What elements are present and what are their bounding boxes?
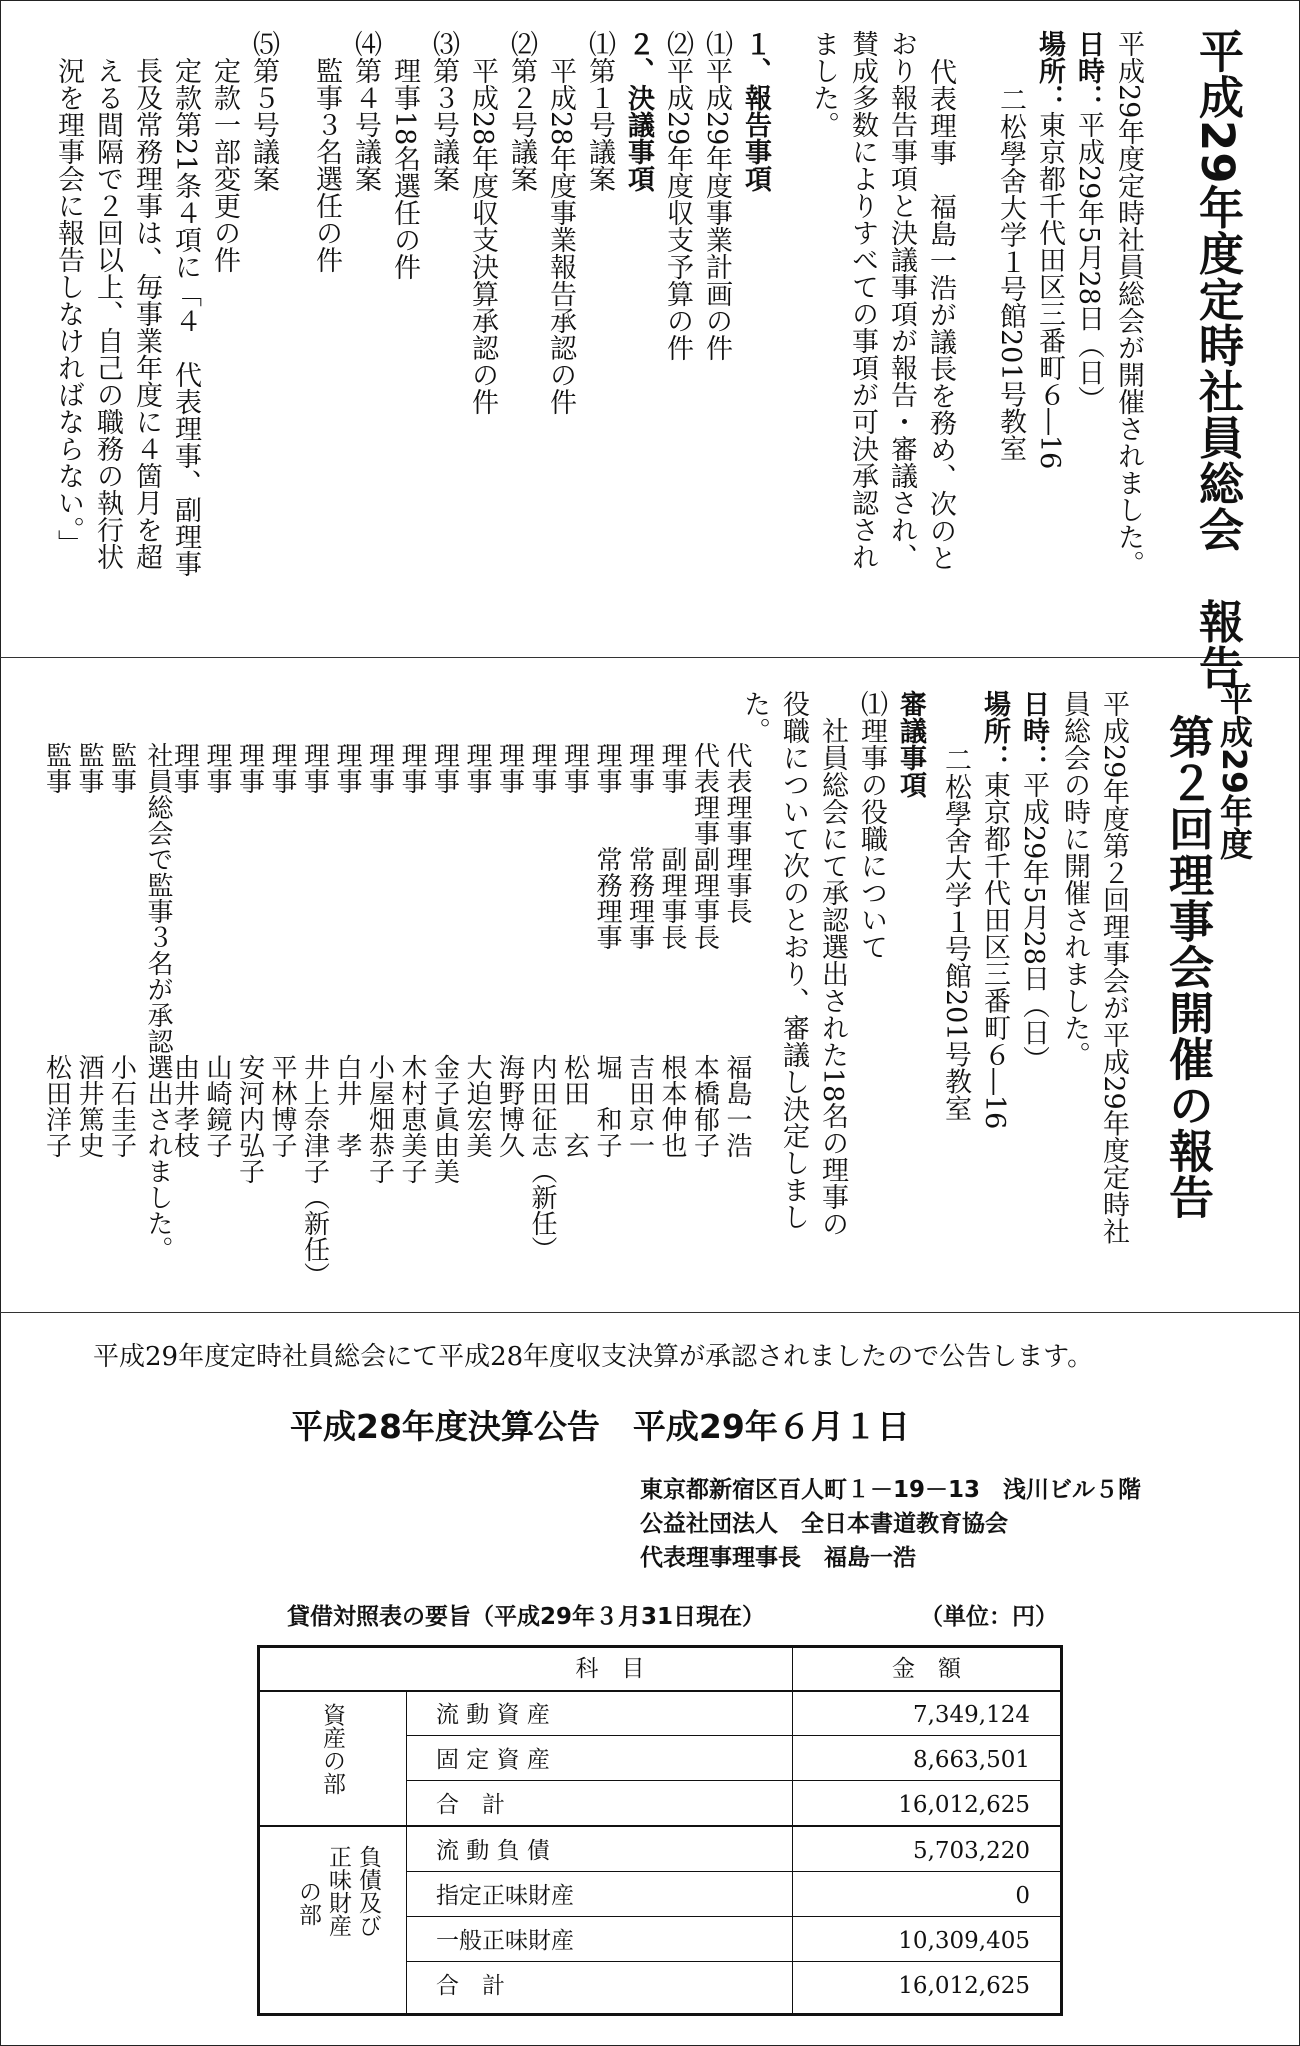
officer-name: 内田征志 [527, 1054, 557, 1158]
bs-item-amount: 10,309,405 [898, 1928, 1030, 1954]
officer-entry [429, 742, 460, 1184]
report1-item: ⑵平成29年度収支予算の件 [662, 30, 693, 362]
officer-note: （新任） [299, 1184, 330, 1288]
table-rule [406, 1735, 1060, 1736]
officer-role: 理事 [429, 742, 460, 794]
balance-sheet-title: 貸借対照表の要旨（平成29年３月31日現在） [287, 1604, 766, 1630]
liabilities-label-3: の部 [295, 1880, 321, 1926]
officer-entry [624, 742, 655, 1158]
officer-entry [529, 742, 555, 1262]
report1-item: １、報告事項 [740, 30, 771, 192]
report1-item: ⑷第４号議案 [350, 30, 381, 192]
report2-place2: 二松學舍大学１号館201号教室 [940, 746, 971, 1122]
officer-role: 理事 [169, 742, 200, 794]
auditor-note: 社員総会で監事３名が承認選出されました。 [143, 742, 173, 1262]
officer-role: 理事 [299, 742, 330, 794]
officer-role: 理事 [397, 742, 427, 794]
table-rule [406, 1690, 407, 2013]
bs-item-amount: 5,703,220 [912, 1838, 1030, 1864]
officer-name: 松田 玄 [559, 1054, 590, 1158]
officer-name: 山崎鏡子 [202, 1054, 232, 1158]
auditor-entry [41, 742, 72, 1158]
report1-place-label: 場所： [1034, 30, 1065, 111]
report1-item: 定款第21条４項に「４ 代表理事、副理事 [170, 30, 201, 578]
officer-entry [594, 742, 620, 1158]
report1-item: ⑵第２号議案 [506, 30, 537, 192]
officer-role: 理事 [657, 742, 687, 794]
officer-role: 代表理事 [689, 742, 720, 846]
officer-name: 白井 孝 [332, 1054, 362, 1158]
table-rule [792, 1648, 793, 2013]
report1-item: ⑴第１号議案 [584, 30, 615, 192]
officer-entry [299, 742, 330, 1288]
org-representative: 代表理事理事長 福島一浩 [640, 1545, 916, 1571]
officer-name: 福島一浩 [722, 1054, 752, 1158]
auditor-role: 監事 [41, 742, 72, 794]
officer-name: 井上奈津子 [299, 1054, 330, 1184]
officer-entry [464, 742, 490, 1158]
officer-title: 理事長 [722, 846, 752, 924]
report2-date-line [1020, 690, 1047, 1073]
officer-title: 常務理事 [592, 846, 622, 950]
officer-note: （新任） [527, 1158, 557, 1262]
bs-item-name: 指定正味財産 [436, 1883, 574, 1909]
officer-title: 常務理事 [624, 846, 655, 950]
report2-agenda-item: ⑴理事の役職について [856, 690, 887, 960]
assets-section-label: 資産の部 [319, 1703, 345, 1795]
report1-item: 平成28年度事業報告承認の件 [545, 30, 576, 416]
report1-place2: 二松學舍大学１号館201号教室 [995, 86, 1026, 462]
report1-item: 定款一部変更の件 [209, 30, 240, 273]
report2-date-label: 日時： [1018, 690, 1049, 771]
officer-title: 副理事長 [657, 846, 687, 950]
table-rule [260, 1690, 1060, 1692]
bs-item-name: 流 動 資 産 [436, 1702, 550, 1728]
report1-item: える間隔で２回以上、自己の職務の執行状 [92, 30, 123, 570]
bs-item-name: 流 動 負 債 [436, 1838, 550, 1864]
officer-role: 理事 [592, 742, 622, 794]
report2-intro-2: 員総会の時に開催されました。 [1059, 690, 1090, 1068]
report2-agenda-body-1: 社員総会にて承認選出された18名の理事の [817, 690, 848, 1238]
officer-role: 理事 [332, 742, 362, 794]
report2-place-label: 場所： [979, 690, 1010, 771]
auditor-name: 酒井篤史 [74, 1054, 104, 1158]
officer-entry [659, 742, 685, 1158]
report2-title-year: 平成29年度 [1215, 682, 1254, 860]
officer-entry [204, 742, 230, 1158]
report1-item: ２、決議事項 [623, 30, 654, 192]
bs-item-name: 合 計 [436, 1973, 505, 1999]
bs-item-name: 固 定 資 産 [436, 1747, 550, 1773]
officer-role: 理事 [202, 742, 232, 794]
report2-place1: 東京都千代田区三番町６―16 [979, 771, 1010, 1130]
section-divider [0, 1312, 1300, 1313]
report1-place1: 東京都千代田区三番町６―16 [1034, 111, 1065, 470]
report2-place-line [981, 690, 1008, 1129]
report1-item: 長及常務理事は、毎事業年度に４箇月を超 [131, 30, 162, 570]
report1-date: 平成29年5月28日（日） [1073, 111, 1104, 413]
auditor-entry [106, 742, 137, 1158]
officer-role: 理事 [267, 742, 297, 794]
report2-agenda-label: 審議事項 [895, 690, 926, 798]
bs-item-amount: 16,012,625 [898, 1973, 1030, 1999]
bs-item-amount: 7,349,124 [912, 1702, 1030, 1728]
balance-sheet-unit: （単位：円） [920, 1604, 1058, 1630]
table-rule [406, 1780, 1060, 1781]
report1-item: ⑸第５号議案 [248, 30, 279, 192]
officer-entry [399, 742, 425, 1184]
officer-name: 吉田京一 [624, 1054, 655, 1158]
officer-name: 本橋郁子 [689, 1054, 720, 1158]
settlement-notice-text: 平成29年度定時社員総会にて平成28年度収支決算が承認されましたので公告します。 [93, 1342, 1094, 1372]
officer-entry [559, 742, 590, 1158]
bs-item-name: 一般正味財産 [436, 1928, 574, 1954]
report1-item: ⑶第３号議案 [428, 30, 459, 192]
officer-name: 堀 和子 [592, 1054, 622, 1158]
officer-entry [724, 742, 750, 1158]
report1-item: 理事18名選任の件 [389, 30, 420, 281]
report2-date: 平成29年5月28日（日） [1018, 771, 1049, 1073]
liabilities-label-1: 負債及び [355, 1845, 381, 1937]
report2-agenda-body-3: た。 [739, 690, 770, 744]
report1-place-line [1036, 30, 1063, 469]
officer-role: 理事 [559, 742, 590, 794]
auditor-role: 監事 [74, 742, 104, 794]
report1-body-2: おり報告事項と決議事項が報告・審議され、 [886, 30, 917, 570]
officer-role: 理事 [494, 742, 525, 794]
bs-item-amount: 8,663,501 [912, 1747, 1030, 1773]
liabilities-label-2: 正味財産 [325, 1845, 351, 1937]
report1-item: ⑴平成29年度事業計画の件 [701, 30, 732, 362]
bs-item-amount: 16,012,625 [898, 1792, 1030, 1818]
officer-entry [494, 742, 525, 1158]
col-subject-header: 科 目 [575, 1656, 645, 1682]
auditor-name: 松田洋子 [41, 1054, 72, 1158]
officer-entry [334, 742, 360, 1158]
report1-item: 監事３名選任の件 [311, 30, 342, 273]
bs-item-amount: 0 [1015, 1883, 1030, 1909]
report1-item: 平成28年度収支決算承認の件 [467, 30, 498, 416]
auditor-role: 監事 [106, 742, 137, 794]
officer-entry [269, 742, 295, 1158]
auditor-entry [76, 742, 102, 1158]
table-rule [260, 1825, 1060, 1827]
officer-name: 安河内弘子 [234, 1054, 265, 1184]
officer-name: 木村恵美子 [397, 1054, 427, 1184]
report1-title: 平成29年度定時社員総会 報告 [1191, 28, 1244, 691]
balance-sheet-table [257, 1645, 1063, 2016]
report2-agenda-body-2: 役職について次のとおり、審議し決定しまし [778, 690, 809, 1230]
bs-item-name: 合 計 [436, 1792, 505, 1818]
officer-name: 海野博久 [494, 1054, 525, 1158]
org-name: 公益社団法人 全日本書道教育協会 [640, 1511, 1008, 1537]
report1-intro: 平成29年度定時社員総会が開催されました。 [1113, 30, 1144, 578]
report2-title: 第２回理事会開催の報告 [1161, 714, 1214, 1220]
officer-role: 理事 [624, 742, 655, 794]
report1-body-1: 代表理事 福島一浩が議長を務め、次のと [925, 58, 956, 571]
report1-date-label: 日時： [1073, 30, 1104, 111]
col-amount-header: 金 額 [892, 1656, 961, 1682]
officer-entry [234, 742, 265, 1184]
officer-role: 理事 [462, 742, 492, 794]
officer-entry [364, 742, 395, 1184]
officer-name: 根本伸也 [657, 1054, 687, 1158]
officer-entry [689, 742, 720, 1158]
officer-name: 小屋畑恭子 [364, 1054, 395, 1184]
report2-intro-1: 平成29年度第２回理事会が平成29年度定時社 [1098, 690, 1129, 1245]
report1-body-3: 賛成多数によりすべての事項が可決承認され [847, 30, 878, 570]
officer-role: 理事 [364, 742, 395, 794]
report1-item: 況を理事会に報告しなければならない。」 [53, 30, 84, 557]
officer-role: 代表理事 [722, 742, 752, 846]
report1-body-4: ました。 [808, 30, 839, 138]
officer-name: 平林博子 [267, 1054, 297, 1158]
report1-date-line [1075, 30, 1102, 413]
officer-role: 理事 [234, 742, 265, 794]
officer-entry [169, 742, 200, 1158]
org-address: 東京都新宿区百人町１－19－13 浅川ビル５階 [640, 1477, 1142, 1503]
settlement-title: 平成28年度決算公告 平成29年６月１日 [290, 1407, 910, 1446]
officer-name: 大迫宏美 [462, 1054, 492, 1158]
section-divider [0, 657, 1300, 658]
officer-name: 由井孝枝 [169, 1054, 200, 1158]
officer-name: 金子眞由美 [429, 1054, 460, 1184]
officer-role: 理事 [527, 742, 557, 794]
auditor-name: 小石圭子 [106, 1054, 137, 1158]
table-rule [406, 1871, 1060, 1872]
officer-title: 副理事長 [689, 846, 720, 950]
table-rule [406, 1916, 1060, 1917]
table-rule [406, 1961, 1060, 1962]
